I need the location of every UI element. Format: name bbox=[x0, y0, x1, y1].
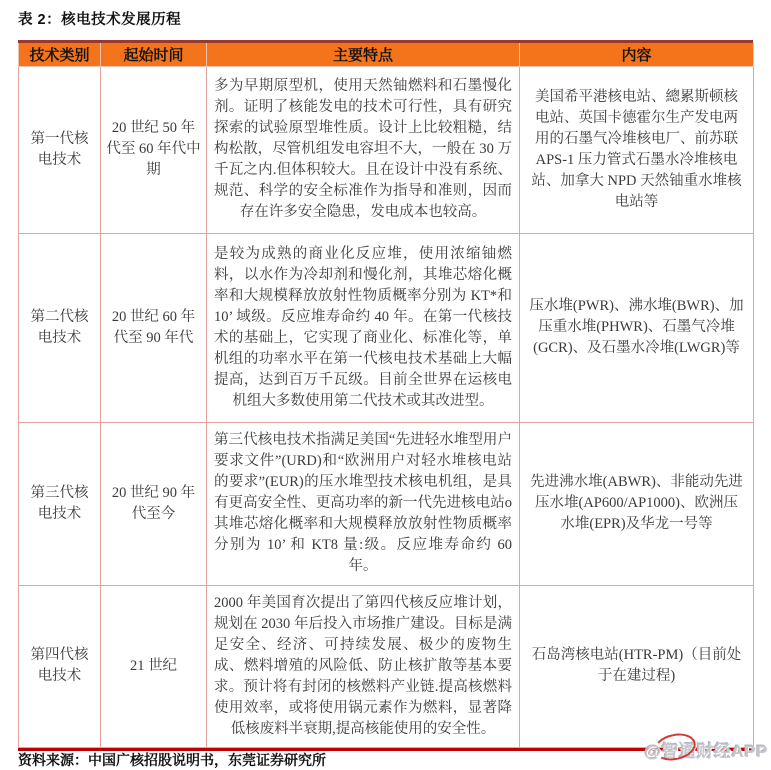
header-cell-category: 技术类别 bbox=[19, 43, 101, 66]
cell-gen1-content: 美国希平港核电站、總累斯顿核电站、英国卡德霍尔生产发电两用的石墨气冷堆核电厂、前苏联 APS-1 压力管式石墨水冷堆核电站、加拿大 NPD 天然铀重水堆核电站等 bbox=[520, 66, 754, 233]
cell-gen4-content: 石岛湾核电站(HTR-PM)（目前处于在建过程) bbox=[520, 585, 754, 747]
cell-gen2-category: 第二代核电技术 bbox=[19, 233, 101, 422]
cell-gen4-period: 21 世纪 bbox=[101, 585, 207, 747]
watermark bbox=[644, 737, 768, 762]
table-row-gen4 bbox=[19, 585, 754, 747]
nuclear-tech-table-wrap bbox=[18, 40, 753, 751]
table-row-gen1 bbox=[19, 66, 754, 233]
cell-gen3-period: 20 世纪 90 年代至今 bbox=[101, 422, 207, 585]
watermark-text: @智通财经APP bbox=[644, 742, 768, 761]
cell-gen2-content: 压水堆(PWR)、沸水堆(BWR)、加压重水堆(PHWR)、石墨气冷堆(GCR)、及石墨水冷堆(LWGR)等 bbox=[520, 233, 754, 422]
header-cell-period: 起始时间 bbox=[101, 43, 207, 66]
cell-gen1-category: 第一代核电技术 bbox=[19, 66, 101, 233]
cell-gen2-period: 20 世纪 60 年代至 90 年代 bbox=[101, 233, 207, 422]
page-title: 表 2：核电技术发展历程 bbox=[18, 12, 182, 28]
nuclear-tech-table bbox=[18, 43, 754, 748]
cell-gen3-content: 先进沸水堆(ABWR)、非能动先进压水堆(AP600/AP1000)、欧洲压水堆(EPR)及华龙一号等 bbox=[520, 422, 754, 585]
table-row-gen2 bbox=[19, 233, 754, 422]
table-row-gen3 bbox=[19, 422, 754, 585]
table-header-row bbox=[19, 43, 754, 66]
data-source-note: 资料来源：中国广核招股说明书，东莞证券研究所 bbox=[18, 752, 326, 768]
cell-gen3-category: 第三代核电技术 bbox=[19, 422, 101, 585]
cell-gen3-features: 第三代核电技术指满足美国“先进轻水堆型用户要求文件”(URD)和“欧洲用户对轻水堆核电站的要求”(EUR)的压水堆型技术核电机组，是具有更高安全性、更高功率的新一代先进核电站o其堆芯熔化概率和大规模释放放射性物质概率分别为 10’ 和 KT8 量:级。反应堆寿命约 60 年。 bbox=[207, 422, 520, 585]
cell-gen4-category: 第四代核电技术 bbox=[19, 585, 101, 747]
header-cell-content: 内容 bbox=[520, 43, 754, 66]
header-cell-features: 主要特点 bbox=[207, 43, 520, 66]
cell-gen1-period: 20 世纪 50 年代至 60 年代中期 bbox=[101, 66, 207, 233]
cell-gen1-features: 多为早期原型机，使用天然铀燃料和石墨慢化剂。证明了核能发电的技术可行性，具有研究探索的试验原型堆性质。设计上比较粗糙，结构松散，尽管机组发电容坦不大，一般在 30 万千瓦之内.但体积较大。且在设计中没有系统、规范、科学的安全标准作为指导和准则，因而存在许多安全隐患，发电成本也较高。 bbox=[207, 66, 520, 233]
cell-gen2-features: 是较为成熟的商业化反应堆，使用浓缩铀燃料，以水作为冷却剂和慢化剂，其堆芯熔化概率和大规模释放放射性物质概率分别为 KT*和 10’ 域级。反应堆寿命约 40 年。在第一代核技术的基础上，它实现了商业化、标准化等，单机组的功率水平在第一代核电技术基础上大幅提高，达到百万千瓦级。目前全世界在运核电机组大多数使用第二代技术或其改进型。 bbox=[207, 233, 520, 422]
cell-gen4-features: 2000 年美国育次提出了第四代核反应堆计划，规划在 2030 年后投入市场推广建设。目标是满足安全、经济、可持续发展、极少的废物生成、燃料增殖的风险低、防止核扩散等基本要求。预计将有封闭的核燃料产业链.提高核燃料使用效率，或将使用锅元素作为燃料，显著降低核废料半衰期,提高核能使用的安全性。 bbox=[207, 585, 520, 747]
